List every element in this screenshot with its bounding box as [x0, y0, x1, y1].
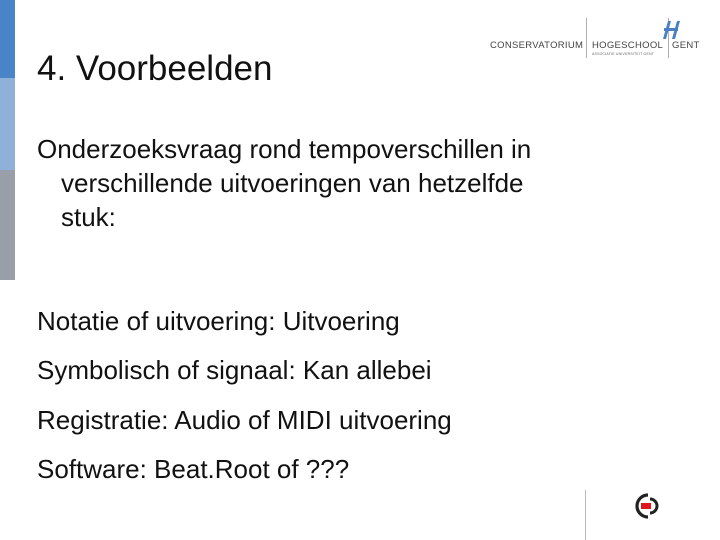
- slide-title: 4. Voorbeelden: [37, 49, 273, 88]
- intro-line: Onderzoeksvraag rond tempoverschillen in: [37, 134, 532, 164]
- intro-line: stuk:: [61, 202, 116, 232]
- school-logo: [488, 18, 713, 58]
- logo-divider: [586, 18, 587, 58]
- logo-subtitle-text: ASSOCIATIE UNIVERSITEIT GENT: [592, 52, 655, 56]
- hogeschool-h-icon: [660, 20, 682, 40]
- list-item: Notatie of uitvoering: Uitvoering: [37, 306, 400, 336]
- intro-line: verschillende uitvoeringen van hetzelfde: [61, 168, 524, 198]
- list-item: Software: Beat.Root of ???: [37, 454, 350, 484]
- logo-hogeschool-text: HOGESCHOOL: [592, 40, 664, 51]
- sidebar-segment-top: [0, 0, 15, 78]
- footer-divider: [585, 490, 586, 540]
- sidebar-segment-bottom: [0, 170, 15, 280]
- intro-paragraph: [37, 132, 677, 234]
- ugent-logo-icon: [632, 491, 666, 521]
- logo-conservatorium-text: CONSERVATORIUM: [490, 40, 584, 51]
- list-item: Symbolisch of signaal: Kan allebei: [37, 355, 432, 385]
- list-item: Registratie: Audio of MIDI uitvoering: [37, 405, 452, 435]
- logo-gent-text: GENT: [672, 40, 700, 51]
- sidebar-segment-middle: [0, 78, 15, 170]
- sidebar-accent-bar: [0, 0, 15, 280]
